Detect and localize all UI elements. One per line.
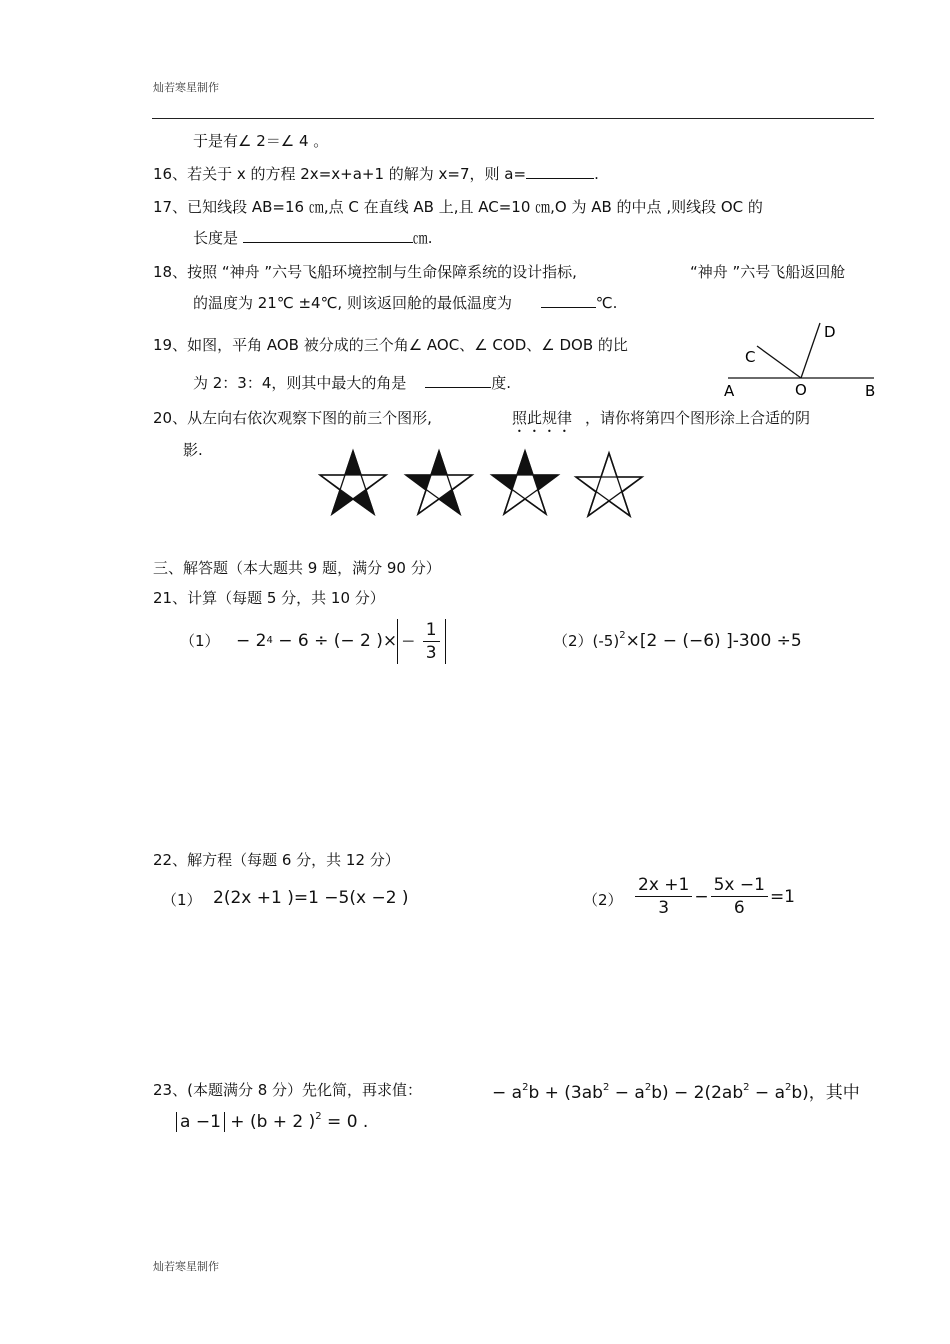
q22-p2-f2-den: 6 xyxy=(733,898,745,918)
q23-expr-b: b + (3ab xyxy=(528,1083,603,1103)
question-20-line2: 影. xyxy=(183,441,203,459)
footer-watermark: 灿若寒星制作 xyxy=(153,1260,219,1273)
question-18-line1a: 18、按照 “神舟 ”六号飞船环境控制与生命保障系统的设计指标, xyxy=(153,263,577,281)
q23-expression xyxy=(492,1078,860,1103)
q17-blank xyxy=(243,228,413,243)
q18-line2-text: 的温度为 21℃ ±4℃, 则该返回舱的最低温度为 xyxy=(193,294,512,312)
header-rule xyxy=(152,118,874,119)
q23-expr-c: − a xyxy=(609,1083,645,1103)
q23-condition xyxy=(176,1112,368,1132)
q22-p2-rhs: =1 xyxy=(769,886,795,907)
q18-blank xyxy=(541,293,596,308)
q21-p2-label: （2）(-5) xyxy=(553,632,620,650)
section-3-title: 三、解答题（本大题共 9 题，满分 90 分） xyxy=(153,559,441,577)
q17-end: ㎝. xyxy=(412,229,433,247)
q22-part2-label: （2） xyxy=(583,891,623,909)
q22-p2-minus: − xyxy=(694,886,709,907)
question-18-line2 xyxy=(193,293,617,313)
label-a: A xyxy=(724,382,735,400)
q22-p2-frac1 xyxy=(635,874,692,919)
q19-line2-text: 为 2：3：4，则其中最大的角是 xyxy=(193,374,407,392)
question-20-line1b: 照此规律 xyxy=(512,409,573,427)
question-16 xyxy=(153,164,599,184)
q21-p1-a: − 2 xyxy=(236,631,267,651)
q23-cond-end: = 0 . xyxy=(321,1112,369,1132)
continuation-line: 于是有∠ 2＝∠ 4 。 xyxy=(193,132,329,150)
q22-part1-label: （1） xyxy=(162,891,202,909)
q23-e4: 2 xyxy=(743,1082,750,1093)
header-watermark: 灿若寒星制作 xyxy=(153,81,219,94)
q23-e2: 2 xyxy=(602,1082,610,1093)
q21-p1-abs xyxy=(397,619,445,664)
question-21-title: 21、计算（每题 5 分，共 10 分） xyxy=(153,589,385,607)
q23-expr-f: b)，其中 xyxy=(791,1083,860,1103)
q23-cond-exp: 2 xyxy=(315,1111,322,1122)
star-4-empty[interactable] xyxy=(576,453,642,516)
q16-end: . xyxy=(594,165,599,183)
q22-p2-frac2 xyxy=(711,874,768,919)
q21-p1-b: − 6 ÷ (− 2 )× xyxy=(272,631,398,651)
q23-e5: 2 xyxy=(785,1082,792,1093)
question-22-title: 22、解方程（每题 6 分，共 12 分） xyxy=(153,851,400,869)
q21-p1-frac-den: 3 xyxy=(425,642,437,663)
q22-p2-f1-den: 3 xyxy=(658,898,670,918)
question-19-line1: 19、如图，平角 AOB 被分成的三个角∠ AOC、∠ COD、∠ DOB 的比 xyxy=(153,336,628,354)
q17-line2-text: 长度是 xyxy=(193,229,239,247)
question-23-line1: 23、(本题满分 8 分）先化简，再求值： xyxy=(153,1081,423,1099)
q23-expr-d: b) − 2(2ab xyxy=(651,1083,744,1103)
label-c: C xyxy=(745,348,756,366)
q18-end: ℃. xyxy=(595,294,618,312)
q23-expr-a: − a xyxy=(492,1083,523,1103)
q16-text: 16、若关于 x 的方程 2x=x+a+1 的解为 x=7，则 a= xyxy=(153,165,527,183)
q21-p1-frac-num: 1 xyxy=(423,619,440,642)
q22-part2-expr xyxy=(633,874,795,919)
question-18-line1b: “神舟 ”六号飞船返回舱 xyxy=(690,263,846,281)
label-d: D xyxy=(824,323,836,341)
question-17-line2 xyxy=(193,228,433,248)
star-sequence xyxy=(318,448,648,522)
q21-p1-frac xyxy=(423,619,440,664)
q21-part1-label: （1） xyxy=(180,632,220,650)
star-3 xyxy=(492,451,558,514)
q23-cond-abs: a −1 xyxy=(176,1112,225,1132)
q21-part2 xyxy=(553,631,802,651)
q22-part1-expr: 2(2x +1 )=1 −5(x −2 ) xyxy=(213,888,409,908)
q22-p2-f1-num: 2x +1 xyxy=(635,874,692,897)
angle-figure xyxy=(718,318,878,402)
q23-cond-mid: + (b + 2 ) xyxy=(224,1112,316,1132)
question-20-line1a: 20、从左向右依次观察下图的前三个图形, xyxy=(153,409,432,427)
q19-blank xyxy=(425,373,491,388)
question-19-line2 xyxy=(193,373,511,393)
q19-line2-end: 度. xyxy=(491,374,511,392)
q21-p2-expr: ×[2 − (−6) ]-300 ÷5 xyxy=(625,631,802,651)
q21-p2-exp: 2 xyxy=(619,630,626,641)
q21-part1-expr: − 2 4 − 6 ÷ (− 2 )× − $\frac{1}{3}$ xyxy=(236,615,446,667)
label-o: O xyxy=(795,381,807,399)
question-17-line1: 17、已知线段 AB=16 ㎝,点 C 在直线 AB 上,且 AC=10 ㎝,O 为 AB 的中点 ,则线段 OC 的 xyxy=(153,198,763,216)
ray-od xyxy=(801,323,820,378)
label-b: B xyxy=(865,382,876,400)
q23-e1: 2 xyxy=(522,1082,529,1093)
question-20-line1c: ，请你将第四个图形涂上合适的阴 xyxy=(585,409,811,427)
q21-p1-abs-sign: − xyxy=(401,631,416,651)
q23-expr-e: − a xyxy=(749,1083,785,1103)
q22-p2-f2-num: 5x −1 xyxy=(711,874,768,897)
star-2 xyxy=(406,451,472,514)
q23-e3: 2 xyxy=(644,1082,652,1093)
q16-blank xyxy=(526,164,594,179)
star-1 xyxy=(320,451,386,514)
ray-oc xyxy=(757,346,801,378)
